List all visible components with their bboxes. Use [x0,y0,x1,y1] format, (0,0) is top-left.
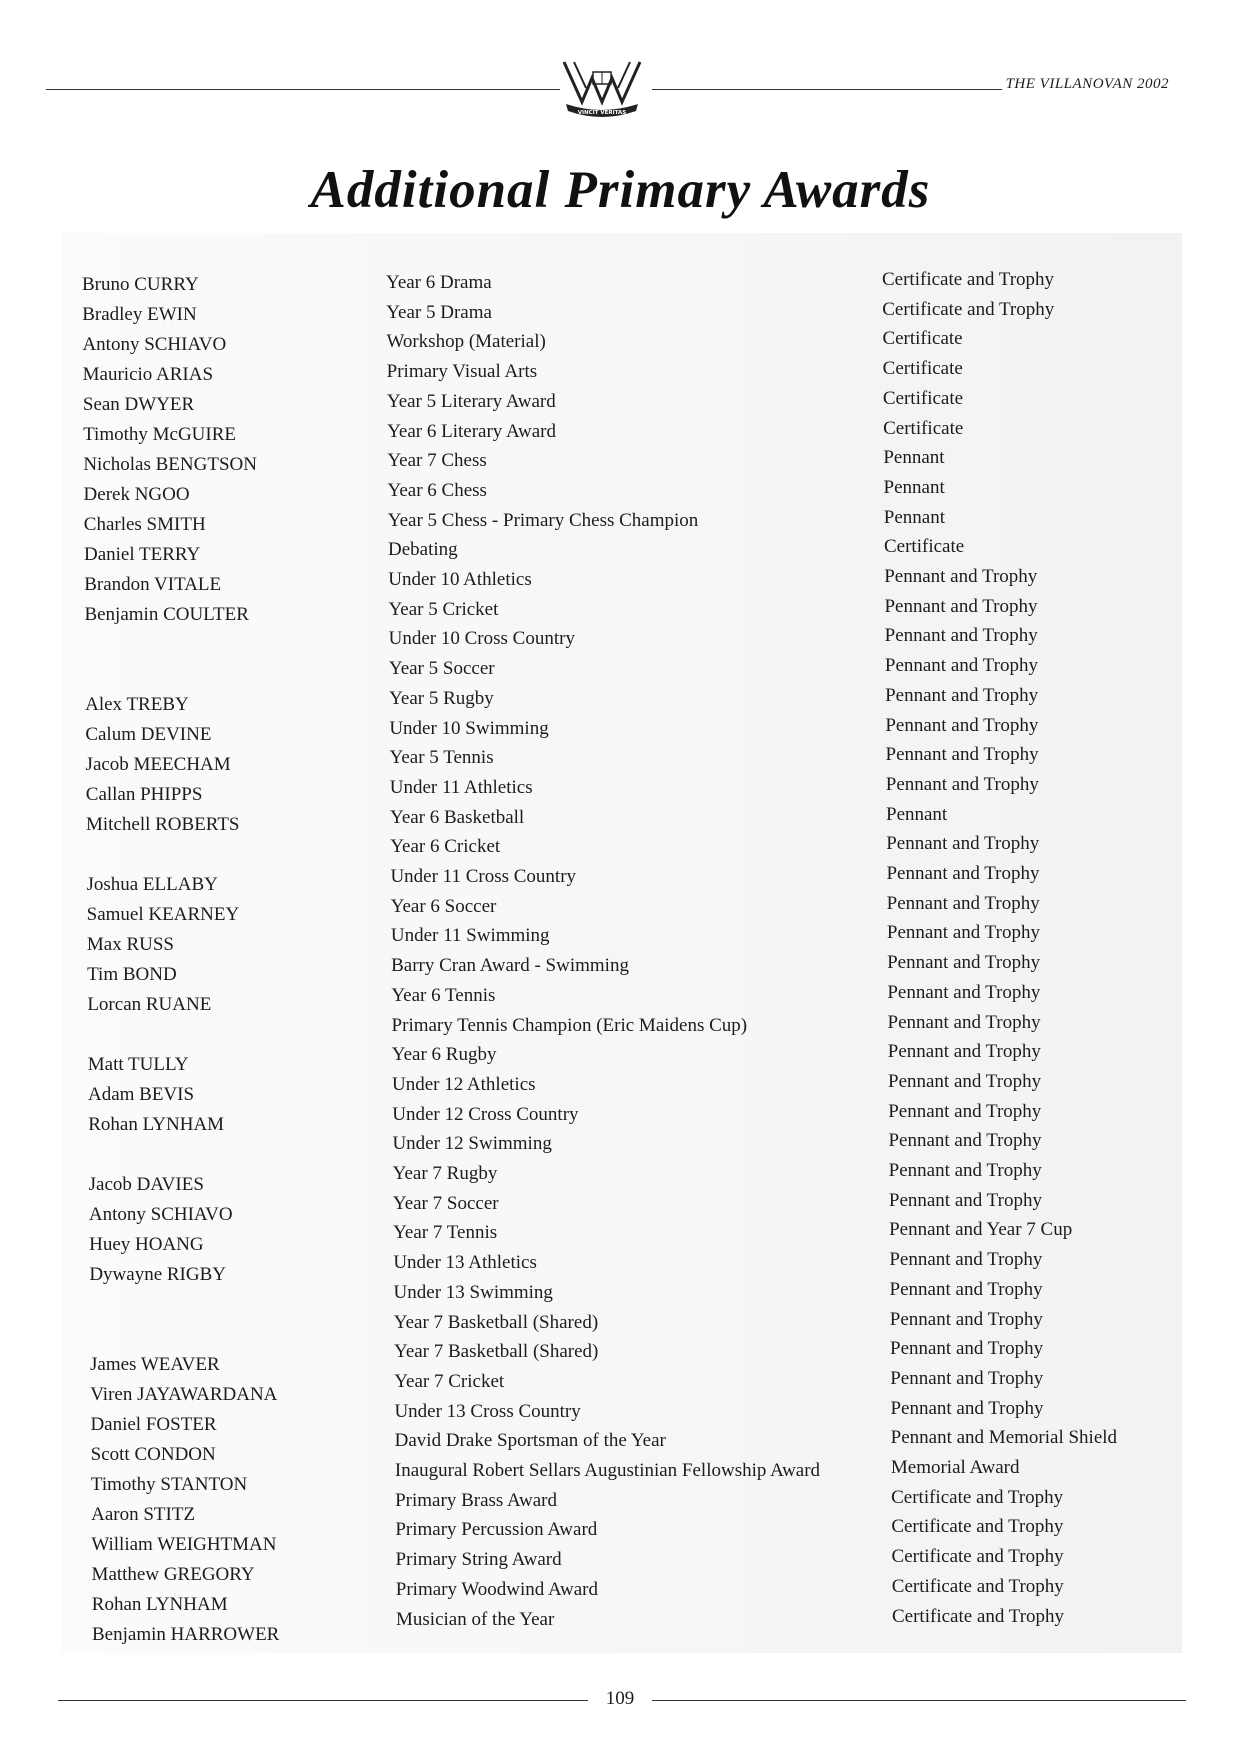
winner-name: Timothy McGUIRE [83,424,237,445]
award-name: Year 7 Tennis [393,1222,498,1244]
prize-name: Pennant and Trophy [885,744,1039,766]
winner-name: Antony SCHIAVO [82,334,227,355]
prize-name: Certificate [883,417,964,439]
award-name: Year 6 Cricket [390,836,501,858]
award-name: Musician of the Year [396,1608,555,1630]
winner-name: Mauricio ARIAS [82,364,214,385]
award-name: Under 13 Athletics [393,1252,537,1274]
winner-name: Timothy STANTON [90,1474,248,1495]
winner-name: Bradley EWIN [82,304,197,325]
award-name: Under 11 Cross Country [390,866,577,887]
prize-name: Pennant and Trophy [886,863,1040,884]
award-name: Under 13 Cross Country [394,1400,581,1422]
award-name: Under 13 Swimming [393,1281,553,1303]
prize-name: Certificate [882,387,964,409]
award-name: Primary String Award [395,1549,562,1571]
winner-name: Matthew GREGORY [91,1564,255,1585]
award-name: Primary Percussion Award [395,1519,598,1541]
award-name: Year 7 Chess [387,450,487,472]
award-name: Under 10 Swimming [389,717,549,739]
prize-name: Pennant and Year 7 Cup [889,1219,1073,1241]
prize-name: Pennant and Trophy [888,1100,1042,1122]
winner-name: William WEIGHTMAN [91,1534,277,1555]
winner-name: Tim BOND [87,964,177,985]
award-name: David Drake Sportsman of the Year [394,1430,666,1452]
winner-name: Aaron STITZ [91,1504,196,1525]
prize-name: Pennant and Trophy [886,833,1040,855]
award-name: Year 5 Chess - Primary Chess Champion [387,509,699,531]
header-rule-left [46,89,560,90]
award-name: Primary Woodwind Award [395,1578,598,1600]
winner-name: Callan PHIPPS [85,784,203,805]
prize-name: Certificate and Trophy [891,1575,1064,1597]
prize-name: Pennant and Trophy [890,1338,1044,1360]
award-name: Under 11 Swimming [390,925,550,947]
prize-name: Certificate and Trophy [882,269,1055,290]
prize-name: Pennant and Trophy [886,892,1040,914]
prize-name: Certificate [882,328,963,350]
award-name: Year 5 Literary Award [386,390,556,412]
award-name: Primary Brass Award [395,1489,557,1511]
winner-name: Sean DWYER [82,394,195,415]
prize-name: Pennant and Trophy [885,684,1039,706]
award-name: Workshop (Material) [386,331,546,353]
publication-header: THE VILLANOVAN 2002 [1005,76,1169,92]
prize-name: Certificate [882,358,963,380]
prize-name: Pennant and Trophy [890,1367,1044,1389]
prize-name: Pennant [886,803,948,825]
award-name: Primary Visual Arts [386,361,538,383]
award-name: Under 10 Cross Country [388,628,575,650]
award-name: Year 6 Rugby [391,1044,497,1066]
winner-name: Matt TULLY [87,1054,189,1075]
winner-name: Viren JAYAWARDANA [90,1384,278,1405]
award-name: Year 6 Basketball [390,806,525,828]
logo-motto: VINCIT VERITAS [577,110,627,116]
page-title: Additional Primary Awards [310,161,931,219]
footer-rule-left [58,1700,588,1701]
prize-name: Pennant [883,447,945,469]
prize-name: Memorial Award [890,1457,1020,1478]
prize-name: Pennant [883,506,945,528]
prize-name: Certificate [884,536,965,558]
winner-name: Daniel FOSTER [90,1414,217,1435]
award-name: Under 11 Athletics [389,776,533,798]
award-name: Year 5 Tennis [389,747,494,769]
winner-name: Rohan LYNHAM [91,1594,228,1615]
prize-name: Pennant and Trophy [884,625,1038,647]
award-name: Year 5 Cricket [388,598,499,620]
prize-name: Pennant and Trophy [889,1308,1043,1330]
prize-name: Pennant and Trophy [884,655,1038,677]
winner-name: Daniel TERRY [84,544,201,565]
award-name: Year 6 Soccer [390,895,497,917]
footer-rule-right [652,1700,1186,1701]
prize-name: Pennant and Trophy [885,773,1039,795]
winner-name: Samuel KEARNEY [86,904,240,925]
award-name: Debating [388,539,458,561]
winner-name: Benjamin HARROWER [92,1624,280,1645]
award-name: Year 6 Chess [387,479,487,501]
award-name: Inaugural Robert Sellars Augustinian Fellowship Award [394,1460,821,1481]
prize-name: Pennant and Trophy [887,981,1041,1003]
winner-name: Alex TREBY [85,694,189,715]
prize-name: Pennant and Trophy [889,1278,1043,1300]
prize-name: Pennant and Trophy [888,1189,1042,1211]
winner-name: Dywayne RIGBY [89,1264,227,1285]
winner-name: Charles SMITH [83,514,206,535]
award-name: Year 6 Drama [386,272,492,293]
prize-name: Pennant and Memorial Shield [890,1427,1118,1449]
prize-name: Pennant and Trophy [887,952,1041,974]
award-name: Under 10 Athletics [388,569,532,590]
winner-name: Huey HOANG [89,1234,204,1255]
award-name: Primary Tennis Champion (Eric Maidens Cup) [391,1014,748,1036]
award-name: Barry Cran Award - Swimming [391,955,629,977]
winner-name: Jacob MEECHAM [85,754,231,775]
award-name: Under 12 Cross Country [392,1103,579,1125]
award-name: Under 12 Swimming [392,1133,552,1155]
award-name: Year 7 Rugby [392,1163,498,1184]
prize-name: Certificate and Trophy [882,298,1055,320]
prize-name: Pennant and Trophy [884,595,1038,617]
prize-name: Pennant [883,476,945,498]
prize-name: Pennant and Trophy [884,566,1038,587]
award-name: Year 6 Tennis [391,984,496,1006]
winner-name: Mitchell ROBERTS [86,814,240,835]
award-name: Year 7 Basketball (Shared) [393,1311,599,1333]
winner-name: Brandon VITALE [84,574,222,595]
prize-name: Pennant and Trophy [887,1011,1041,1033]
winner-name: Joshua ELLABY [86,874,218,895]
winner-name: Jacob DAVIES [88,1174,204,1195]
prize-name: Pennant and Trophy [886,922,1040,944]
prize-name: Pennant and Trophy [888,1130,1042,1152]
prize-name: Pennant and Trophy [889,1249,1043,1271]
header-rule-right [652,89,1002,90]
winner-name: Derek NGOO [83,484,190,505]
winner-name: James WEAVER [90,1354,220,1375]
award-name: Year 7 Basketball (Shared) [394,1341,599,1363]
award-name: Year 7 Cricket [394,1370,505,1392]
prize-name: Certificate and Trophy [891,1486,1064,1508]
prize-name: Certificate and Trophy [891,1546,1064,1568]
school-crest-logo [560,58,644,120]
winner-name: Lorcan RUANE [87,994,212,1015]
prize-name: Pennant and Trophy [887,1041,1041,1063]
prize-name: Pennant and Trophy [888,1070,1042,1092]
winner-name: Max RUSS [86,934,174,955]
page-number: 109 [605,1688,635,1709]
award-name: Year 5 Soccer [388,658,495,680]
award-name: Year 5 Drama [386,301,492,323]
winner-name: Adam BEVIS [88,1084,195,1105]
prize-name: Certificate and Trophy [892,1605,1065,1627]
prize-name: Certificate and Trophy [891,1516,1064,1538]
winner-name: Calum DEVINE [85,724,212,745]
winner-name: Rohan LYNHAM [88,1114,225,1135]
prize-name: Pennant and Trophy [888,1160,1042,1181]
prize-name: Pennant and Trophy [890,1397,1044,1419]
winner-name: Scott CONDON [90,1444,216,1465]
award-name: Year 5 Rugby [389,687,494,709]
award-name: Year 6 Literary Award [387,420,556,442]
winner-name: Nicholas BENGTSON [83,454,257,475]
award-name: Year 7 Soccer [392,1192,499,1214]
award-name: Under 12 Athletics [392,1073,536,1095]
winner-name: Benjamin COULTER [84,604,249,625]
winner-name: Bruno CURRY [82,274,199,295]
winner-name: Antony SCHIAVO [88,1204,233,1225]
prize-name: Pennant and Trophy [885,714,1039,736]
